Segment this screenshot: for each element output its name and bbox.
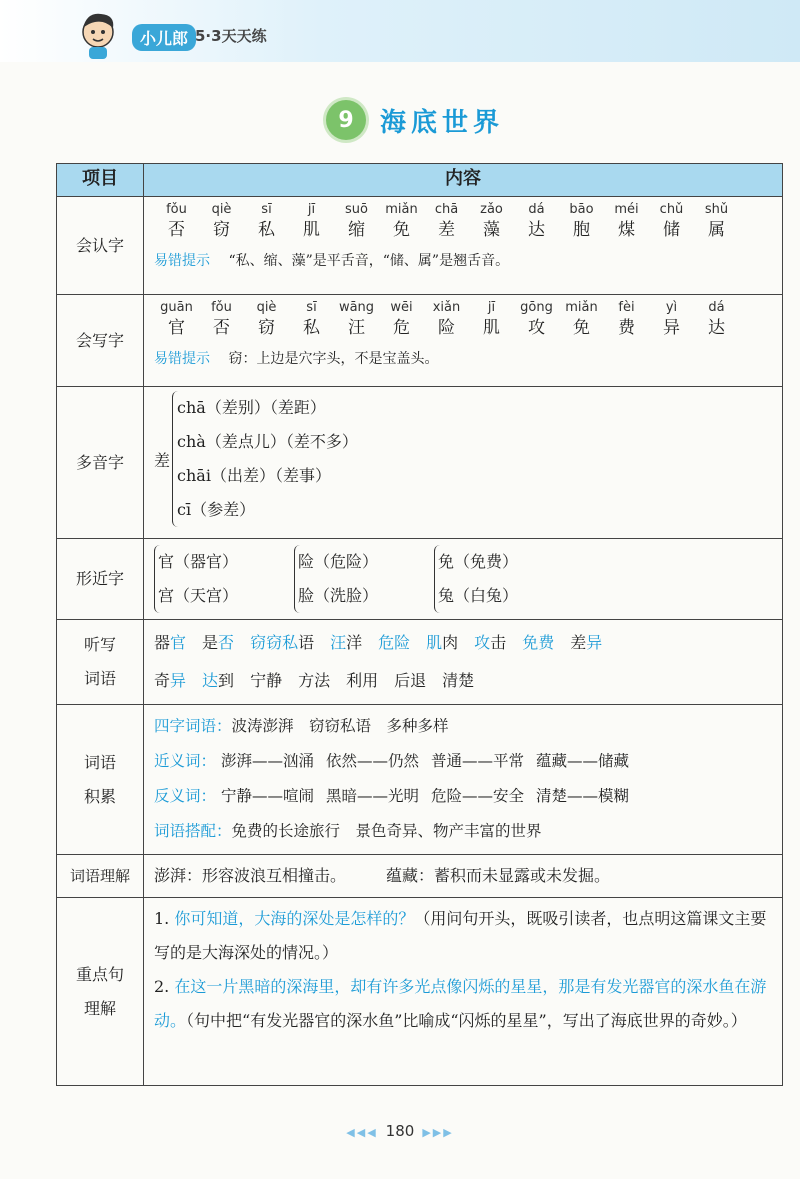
word-part: 免费: [522, 633, 555, 652]
tip-text: 窃：上边是穴字头，不是宝盖头。: [228, 351, 439, 367]
similar-item: 脸（洗脸）: [298, 586, 379, 605]
hanzi-char: 异: [663, 318, 680, 338]
row-label-polyphone: 多音字: [57, 387, 144, 539]
dictation-word: [330, 633, 362, 652]
pinyin: fǒu: [211, 300, 232, 315]
reading-line: cī（参差）: [177, 500, 256, 519]
collocation-text: 免费的长途旅行 景色奇异、物产丰富的世界: [231, 822, 542, 840]
reading-line: chā（差别）（差距）: [177, 398, 326, 417]
recognize-pinyin-row: [154, 201, 774, 218]
pinyin: wāng: [338, 300, 375, 315]
pinyin: gōng: [520, 300, 553, 315]
sentence-note: （用问句开头，既吸引读者，也点明这篇课文主要写的是大海深处的情况。）: [154, 909, 767, 962]
pinyin: chǔ: [659, 202, 684, 217]
lesson-heading: [326, 100, 504, 140]
label-line: 听写: [83, 635, 116, 654]
lesson-number-badge: 9: [326, 100, 366, 140]
pinyin: fǒu: [166, 202, 187, 217]
dictation-word: [394, 671, 426, 690]
sentence-note: （句中把“有发光器官的深水鱼”比喻成“闪烁的星星”，写出了海底世界的奇妙。）: [186, 1011, 747, 1030]
word-part: 差: [570, 633, 587, 652]
synonyms: [154, 744, 774, 779]
hanzi-char: 否: [168, 220, 185, 240]
key-sentence-1: [154, 902, 774, 970]
write-content: [144, 295, 783, 387]
word-part: 语: [298, 633, 315, 652]
pinyin: sī: [261, 202, 272, 217]
collocation-label: 词语搭配：: [154, 822, 232, 840]
pinyin: sī: [306, 300, 317, 315]
word-part: 肉: [442, 633, 459, 652]
sentence-quote: 在这一片黑暗的深海里，却有许多光点像闪烁的星星，那是有发光器官的深水鱼在游动。: [154, 977, 767, 1030]
word-pair: 清楚——模糊: [536, 787, 630, 805]
page-number: 180: [385, 1122, 415, 1140]
dictation-word: [250, 671, 282, 690]
similar-group: [154, 545, 238, 613]
hanzi-char: 达: [708, 318, 725, 338]
word-pair: 黑暗——光明: [325, 787, 419, 805]
word-pair: 危险——安全: [430, 787, 524, 805]
write-tip: [154, 348, 774, 368]
word-part: 窃窃私: [250, 633, 299, 652]
hanzi-char: 危: [393, 318, 410, 338]
word-part: 方法: [298, 671, 331, 690]
recognize-char-row: [154, 218, 774, 242]
hanzi-char: 私: [303, 318, 320, 338]
pinyin: suō: [345, 202, 368, 217]
hanzi-char: 费: [618, 318, 635, 338]
pinyin: méi: [614, 202, 639, 217]
word-part: 器: [154, 633, 171, 652]
brand-badge: 小儿郎: [132, 24, 196, 51]
sentence-number: 1.: [154, 909, 170, 928]
polyphone-content: [144, 387, 783, 539]
polyphone-readings: [172, 391, 358, 527]
word-part: 到: [218, 671, 235, 690]
dictation-word: [570, 633, 602, 652]
word-part: 异: [170, 671, 187, 690]
label-line: 积累: [83, 786, 116, 806]
boy-mascot-icon: [75, 10, 121, 60]
tip-label: 易错提示: [154, 253, 210, 269]
row-label-recognize: 会认字: [57, 197, 144, 295]
similar-group: [434, 545, 518, 613]
four-char-label: 四字词语：: [154, 717, 232, 735]
word-pair: 蕴藏——储藏: [536, 752, 630, 770]
dictation-word: [442, 671, 474, 690]
pinyin: dá: [708, 300, 725, 315]
dictation-word: [426, 633, 458, 652]
word-part: 官: [170, 633, 187, 652]
tip-label: 易错提示: [154, 351, 210, 367]
write-char-row: [154, 316, 774, 340]
four-char-text: 波涛澎湃 窃窃私语 多种多样: [231, 717, 449, 735]
dictation-word: [202, 633, 234, 652]
reading-line: chāi（出差）（差事）: [177, 466, 331, 485]
word-part: 击: [490, 633, 507, 652]
hanzi-char: 攻: [528, 318, 545, 338]
dictation-word: [202, 671, 234, 690]
four-char-words: [154, 709, 774, 744]
label-line: 词语: [83, 669, 116, 688]
hanzi-char: 免: [573, 318, 590, 338]
word-part: 洋: [346, 633, 363, 652]
pinyin: miǎn: [385, 202, 418, 217]
pinyin: yì: [665, 300, 678, 315]
row-label-accumulate: [57, 705, 144, 855]
key-sentence-2: [154, 970, 774, 1038]
label-line: 理解: [83, 998, 116, 1018]
pinyin: guān: [160, 300, 193, 315]
hanzi-char: 汪: [348, 318, 365, 338]
header-content: 内容: [144, 164, 783, 197]
understand-content: [144, 855, 783, 898]
hanzi-char: 免: [393, 220, 410, 240]
pinyin: jī: [487, 300, 496, 315]
hanzi-char: 缩: [348, 220, 365, 240]
series-title: 5·3天天练: [195, 27, 267, 45]
word-part: 达: [202, 671, 219, 690]
word-pair: 普通——平常: [430, 752, 524, 770]
polyphone-char: 差: [154, 450, 171, 470]
left-arrows-icon: ◀◀◀: [346, 1126, 378, 1139]
similar-item: 宫（天宫）: [158, 586, 239, 605]
similar-item: 免（免费）: [438, 552, 519, 571]
antonyms: [154, 779, 774, 814]
hanzi-char: 属: [708, 220, 725, 240]
dictation-word: [298, 671, 330, 690]
pinyin: jī: [307, 202, 316, 217]
word-part: 攻: [474, 633, 491, 652]
understand-text: 澎湃：形容波浪互相撞击。 蕴藏：蓄积而未显露或未发掘。: [154, 866, 611, 885]
sentence-number: 2.: [154, 977, 170, 996]
pinyin: shǔ: [704, 202, 729, 217]
dictation-word: [474, 633, 506, 652]
study-table: [56, 163, 783, 1086]
word-part: 汪: [330, 633, 347, 652]
lesson-title: 海底世界: [380, 107, 505, 138]
similar-item: 险（危险）: [298, 552, 379, 571]
similar-content: [144, 539, 783, 620]
word-part: 后退: [394, 671, 427, 690]
word-part: 清楚: [442, 671, 475, 690]
pinyin: dá: [528, 202, 545, 217]
synonym-label: 近义词：: [154, 752, 217, 770]
hanzi-char: 窃: [213, 220, 230, 240]
similar-item: 官（器官）: [158, 552, 239, 571]
hanzi-char: 窃: [258, 318, 275, 338]
hanzi-char: 差: [438, 220, 455, 240]
word-part: 异: [586, 633, 603, 652]
word-part: 奇: [154, 671, 171, 690]
dictation-word: [250, 633, 314, 652]
pinyin: wēi: [390, 300, 413, 315]
word-part: 肌: [426, 633, 443, 652]
label-line: 重点句: [75, 964, 124, 984]
pinyin: zǎo: [480, 202, 503, 217]
dictation-line: [154, 624, 774, 662]
reading-line: chà（差点儿）（差不多）: [177, 432, 358, 451]
hanzi-char: 达: [528, 220, 545, 240]
collocations: [154, 814, 774, 849]
hanzi-char: 官: [168, 318, 185, 338]
hanzi-char: 私: [258, 220, 275, 240]
header-item: 项目: [57, 164, 144, 197]
similar-groups: [154, 543, 774, 615]
row-label-key: [57, 898, 144, 1086]
hanzi-char: 肌: [303, 220, 320, 240]
label-line: 词语: [83, 752, 116, 772]
row-label-dictation: [57, 620, 144, 705]
word-pair: 宁静——喧闹: [220, 787, 314, 805]
antonym-label: 反义词：: [154, 787, 217, 805]
hanzi-char: 否: [213, 318, 230, 338]
row-label-write: 会写字: [57, 295, 144, 387]
word-part: 利用: [346, 671, 379, 690]
pinyin: qiè: [211, 202, 232, 217]
accumulate-content: [144, 705, 783, 855]
word-pair: 依然——仍然: [325, 752, 419, 770]
word-pair: 澎湃——汹涌: [220, 752, 314, 770]
write-pinyin-row: [154, 299, 774, 316]
hanzi-char: 险: [438, 318, 455, 338]
page-footer: [0, 1122, 800, 1140]
row-label-understand: 词语理解: [57, 855, 144, 898]
polyphone-block: [154, 391, 774, 527]
dictation-word: [154, 633, 186, 652]
dictation-line: [154, 662, 774, 700]
dictation-word: [346, 671, 378, 690]
pinyin: xiǎn: [432, 300, 461, 315]
sentence-quote: 你可知道，大海的深处是怎样的？: [174, 909, 415, 928]
hanzi-char: 煤: [618, 220, 635, 240]
pinyin: bāo: [569, 202, 594, 217]
hanzi-char: 储: [663, 220, 680, 240]
dictation-word: [522, 633, 554, 652]
similar-group: [294, 545, 378, 613]
recognize-content: [144, 197, 783, 295]
dictation-word: [378, 633, 410, 652]
pinyin: miǎn: [565, 300, 598, 315]
key-sentences: [144, 898, 783, 1086]
word-part: 是: [202, 633, 219, 652]
tip-text: “私、缩、藻”是平舌音，“储、属”是翘舌音。: [228, 253, 510, 269]
word-part: 否: [218, 633, 235, 652]
pinyin: qiè: [256, 300, 277, 315]
hanzi-char: 肌: [483, 318, 500, 338]
pinyin: chā: [434, 202, 459, 217]
word-part: 宁静: [250, 671, 283, 690]
dictation-word: [154, 671, 186, 690]
hanzi-char: 藻: [483, 220, 500, 240]
recognize-tip: [154, 250, 774, 270]
hanzi-char: 胞: [573, 220, 590, 240]
right-arrows-icon: ▶▶▶: [422, 1126, 454, 1139]
row-label-similar: 形近字: [57, 539, 144, 620]
similar-item: 兔（白兔）: [438, 586, 519, 605]
pinyin: fèi: [618, 300, 635, 315]
dictation-content: [144, 620, 783, 705]
word-part: 危险: [378, 633, 411, 652]
